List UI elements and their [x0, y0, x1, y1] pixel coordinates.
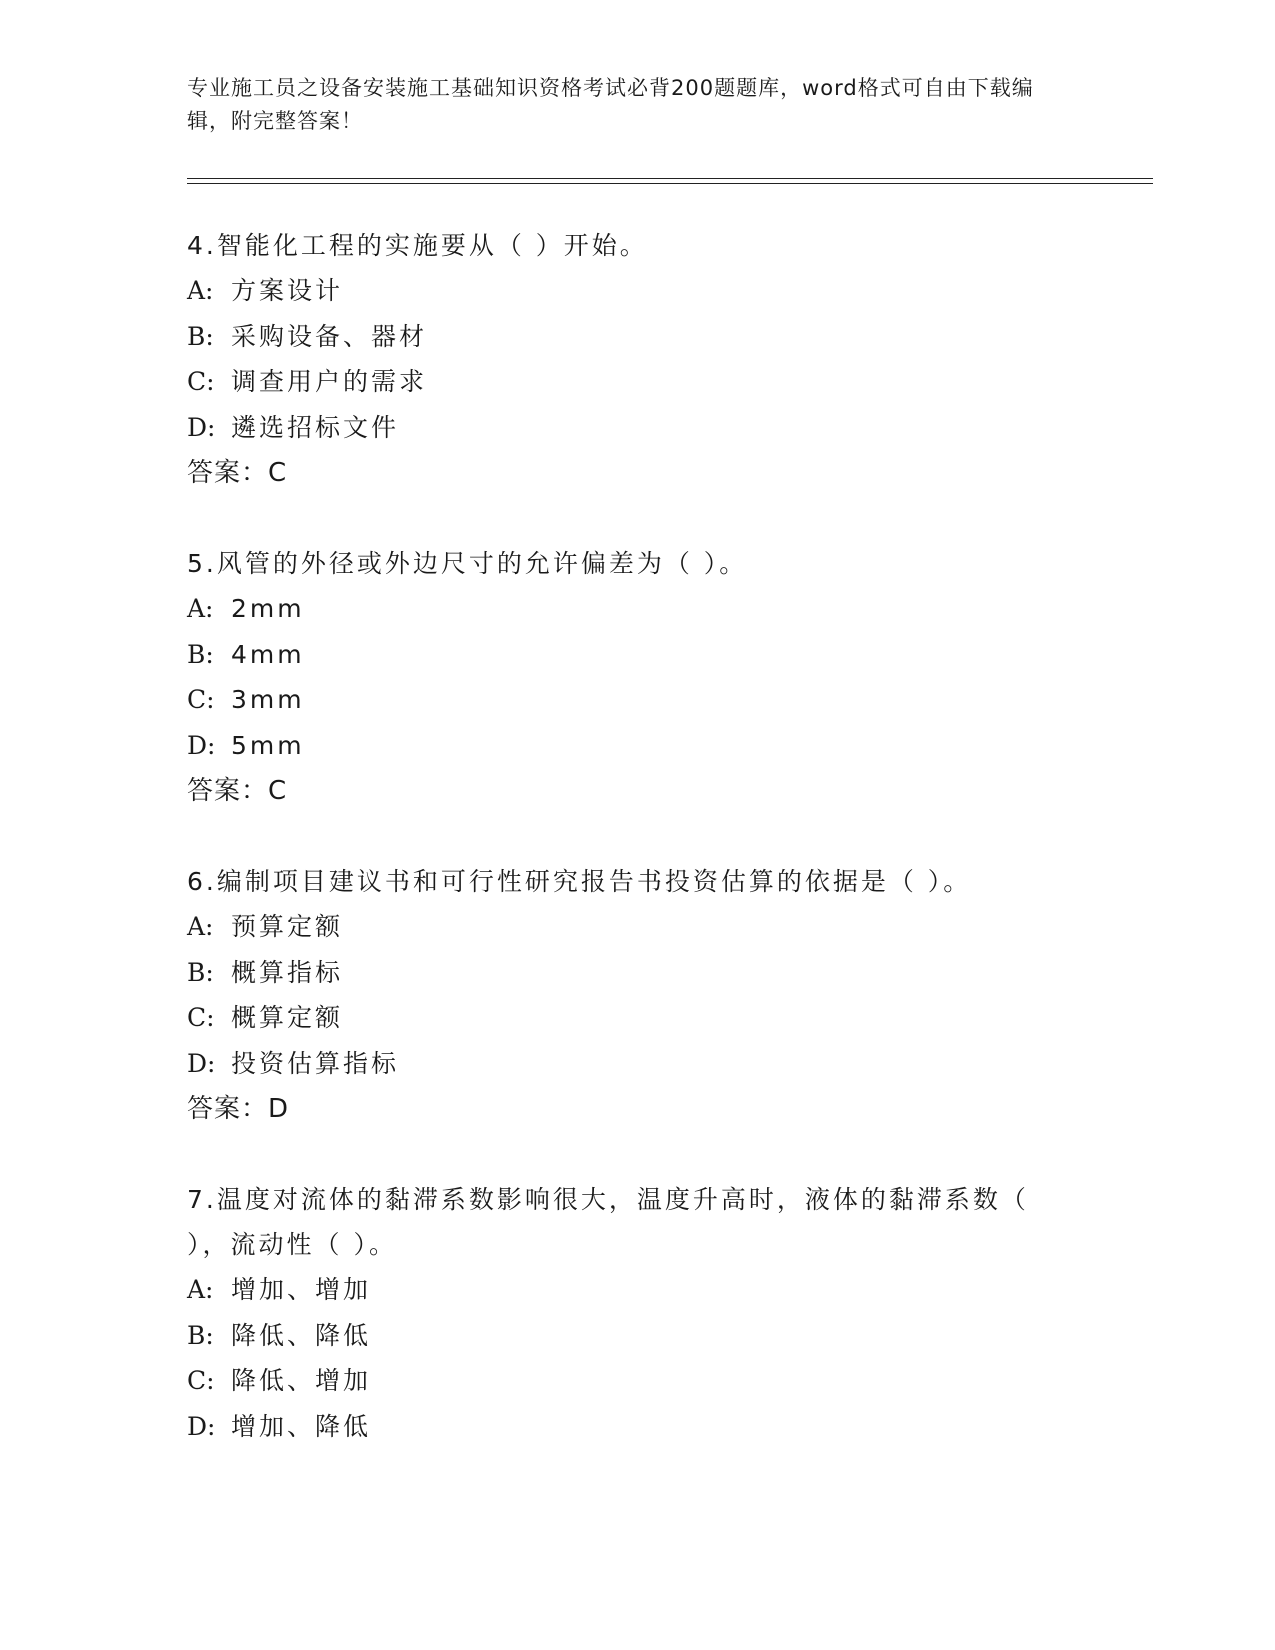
option-b [187, 314, 1067, 360]
option-text: 方案设计 [231, 276, 344, 305]
answer: 答案：C [187, 458, 288, 488]
option-text: 2mm [231, 594, 305, 623]
option-letter: C: [187, 1003, 215, 1032]
option-letter: A: [187, 276, 214, 305]
answer: 答案：D [187, 1094, 290, 1124]
question-7 [187, 1177, 1067, 1449]
answer: 答案：C [187, 776, 288, 806]
option-letter: C: [187, 367, 215, 396]
question-stem: 5.风管的外径或外边尺寸的允许偏差为（ ）。 [187, 549, 748, 578]
option-a [187, 586, 1067, 632]
option-text: 遴选招标文件 [231, 412, 400, 442]
document-header: 专业施工员之设备安装施工基础知识资格考试必背200题题库，word格式可自由下载编辑，附完整答案！ [187, 76, 1034, 133]
option-b [187, 632, 1067, 678]
option-text: 3mm [231, 685, 305, 714]
option-d [187, 1404, 1067, 1450]
option-text: 采购设备、器材 [231, 321, 428, 351]
option-text: 降低、降低 [231, 1320, 372, 1350]
option-d [187, 723, 1067, 769]
option-letter: C: [187, 1366, 215, 1395]
option-text: 预算定额 [231, 912, 344, 941]
option-text: 概算定额 [231, 1003, 344, 1032]
option-letter: D: [187, 412, 216, 442]
option-a [187, 904, 1067, 950]
option-c [187, 359, 1067, 405]
option-text: 降低、增加 [231, 1366, 372, 1395]
option-text: 调查用户的需求 [231, 367, 428, 396]
option-letter: D: [187, 1048, 216, 1078]
option-letter: B: [187, 1320, 214, 1350]
option-c [187, 995, 1067, 1041]
option-c [187, 1358, 1067, 1404]
option-a [187, 268, 1067, 314]
question-stem: 7.温度对流体的黏滞系数影响很大，温度升高时，液体的黏滞系数（ ），流动性（ ）。 [187, 1185, 1029, 1259]
option-letter: A: [187, 594, 214, 623]
option-letter: C: [187, 685, 215, 714]
header-rule-bottom [187, 183, 1153, 184]
option-d [187, 405, 1067, 451]
question-6 [187, 859, 1067, 1132]
option-letter: B: [187, 639, 214, 669]
option-text: 增加、增加 [231, 1275, 372, 1304]
option-b [187, 1313, 1067, 1359]
question-5 [187, 541, 1067, 814]
question-stem: 6.编制项目建议书和可行性研究报告书投资估算的依据是（ ）。 [187, 867, 972, 896]
option-letter: D: [187, 730, 216, 760]
option-letter: D: [187, 1411, 216, 1441]
option-text: 概算指标 [231, 957, 344, 987]
option-text: 4mm [231, 639, 305, 669]
question-4 [187, 223, 1067, 496]
option-c [187, 677, 1067, 723]
option-a [187, 1267, 1067, 1313]
option-letter: A: [187, 1275, 214, 1304]
header-rule-top [187, 178, 1153, 179]
option-d [187, 1041, 1067, 1087]
option-text: 5mm [231, 730, 305, 760]
option-text: 投资估算指标 [231, 1048, 400, 1078]
option-text: 增加、降低 [231, 1411, 372, 1441]
option-letter: A: [187, 912, 214, 941]
option-letter: B: [187, 957, 214, 987]
option-b [187, 950, 1067, 996]
question-stem: 4.智能化工程的实施要从（ ）开始。 [187, 231, 648, 260]
option-letter: B: [187, 321, 214, 351]
